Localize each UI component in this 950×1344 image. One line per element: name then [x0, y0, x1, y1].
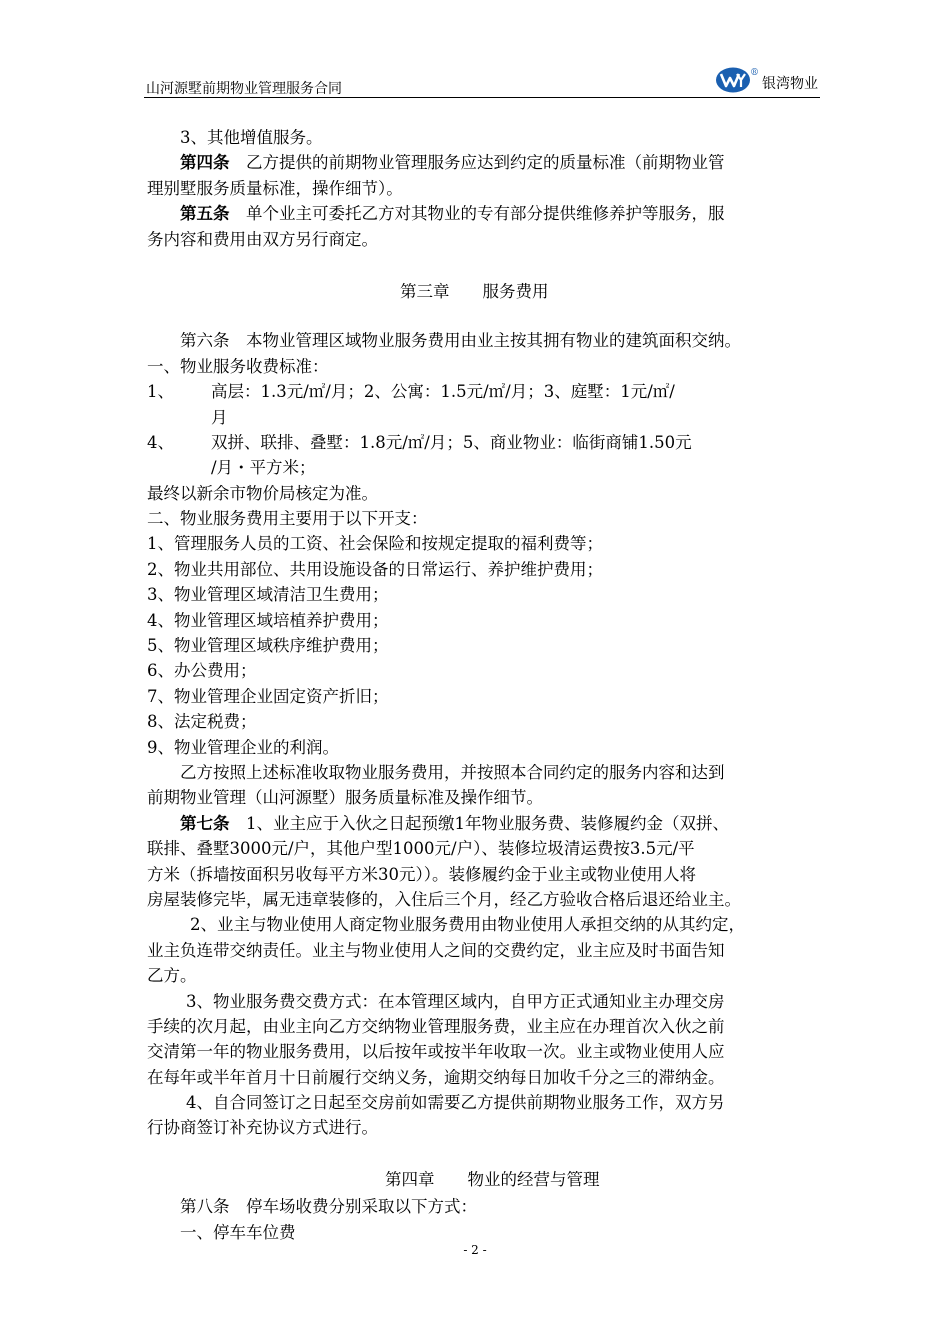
article-8: 第八条 停车场收费分别采取以下方式：: [180, 1197, 477, 1217]
text-line: 乙方提供的前期物业管理服务应达到约定的质量标准（前期物业管: [229, 153, 725, 173]
text-line: 行协商签订补充协议方式进行。: [147, 1118, 378, 1138]
article-4: [180, 150, 820, 175]
article-label: 第四条: [180, 153, 230, 173]
fee-line: 4、 双拼、联排、叠墅：1.8元/㎡/月；5、商业物业：临街商铺1.50元: [147, 432, 692, 452]
list-item: 4、物业管理区域培植养护费用；: [147, 610, 389, 630]
page-number: - 2 -: [463, 1243, 487, 1257]
text-line: 手续的次月起，由业主向乙方交纳物业管理服务费，业主应在办理首次入伙之前: [147, 1016, 725, 1036]
section-heading: 一、停车车位费: [180, 1222, 296, 1242]
section-heading: 一、物业服务收费标准：: [147, 356, 329, 376]
article-5: [180, 201, 820, 226]
text-line: 房屋装修完毕，属无违章装修的，入住后三个月，经乙方验收合格后退还给业主。: [147, 889, 741, 909]
list-item: 7、物业管理企业固定资产折旧；: [147, 686, 389, 706]
header-divider: [144, 97, 820, 98]
company-logo-icon: [715, 66, 751, 94]
text-line: 理别墅服务质量标准，操作细节）。: [147, 178, 403, 198]
text-line: 单个业主可委托乙方对其物业的专有部分提供维修养护等服务，服: [229, 204, 725, 224]
header-brand: [715, 66, 818, 94]
list-item: 1、管理服务人员的工资、社会保险和按规定提取的福利费等；: [147, 534, 603, 554]
article-label: 第五条: [180, 204, 230, 224]
text-line: 前期物业管理（山河源墅）服务质量标准及操作细节。: [147, 788, 543, 808]
text-line: 在每年或半年首月十日前履行交纳义务，逾期交纳每日加收千分之三的滞纳金。: [147, 1067, 725, 1087]
text-line: 4、自合同签订之日起至交房前如需要乙方提供前期物业服务工作，双方另: [186, 1093, 725, 1113]
list-item: 2、物业共用部位、共用设施设备的日常运行、养护维护费用；: [147, 559, 603, 579]
text-line: 业主负连带交纳责任。业主与物业使用人之间的交费约定，业主应及时书面告知: [147, 940, 725, 960]
text-line: 乙方。: [147, 966, 197, 986]
text-line: 交清第一年的物业服务费用，以后按年或按半年收取一次。业主或物业使用人应: [147, 1042, 725, 1062]
section-heading: 二、物业服务费用主要用于以下开支：: [147, 509, 428, 529]
list-item: 5、物业管理区域秩序维护费用；: [147, 636, 389, 656]
article-6: 第六条 本物业管理区域物业服务费用由业主按其拥有物业的建筑面积交纳。: [180, 331, 741, 351]
text-line: /月・平方米；: [211, 458, 316, 478]
fee-line: 1、 高层：1.3元/㎡/月；2、公寓：1.5元/㎡/月；3、庭墅：1元/㎡/: [147, 382, 675, 402]
text-line: 2、业主与物业使用人商定物业服务费用由物业使用人承担交纳的从其约定，: [190, 915, 745, 935]
registered-mark: ®: [750, 68, 759, 78]
list-item: 8、法定税费；: [147, 712, 257, 732]
list-item: 3、物业管理区域清洁卫生费用；: [147, 585, 389, 605]
document-body: [147, 125, 820, 1245]
chapter-heading: 第四章 物业的经营与管理: [385, 1170, 600, 1190]
article-7: [180, 811, 820, 836]
text-line: 3、物业服务费交费方式：在本管理区域内，自甲方正式通知业主办理交房: [186, 991, 725, 1011]
text-line: 乙方按照上述标准收取物业服务费用，并按照本合同约定的服务内容和达到: [180, 762, 725, 782]
list-item: 6、办公费用；: [147, 661, 257, 681]
company-name: 银湾物业: [762, 76, 818, 92]
header-title: 山河源墅前期物业管理服务合同: [146, 81, 342, 97]
list-item: 9、物业管理企业的利润。: [147, 737, 339, 757]
text-line: 联排、叠墅3000元/户，其他户型1000元/户）、装修垃圾清运费按3.5元/平: [147, 839, 695, 859]
text-line: 1、业主应于入伙之日起预缴1年物业服务费、装修履约金（双拼、: [229, 813, 729, 833]
text-line: 月: [211, 407, 228, 427]
article-label: 第七条: [180, 813, 230, 833]
text-line: 最终以新余市物价局核定为准。: [147, 483, 378, 503]
text-line: 方米（拆墙按面积另收每平方米30元））。装修履约金于业主或物业使用人将: [147, 864, 696, 884]
text-line: 3、其他增值服务。: [180, 128, 323, 147]
text-line: 务内容和费用由双方另行商定。: [147, 229, 378, 249]
chapter-heading: 第三章 服务费用: [400, 282, 549, 302]
